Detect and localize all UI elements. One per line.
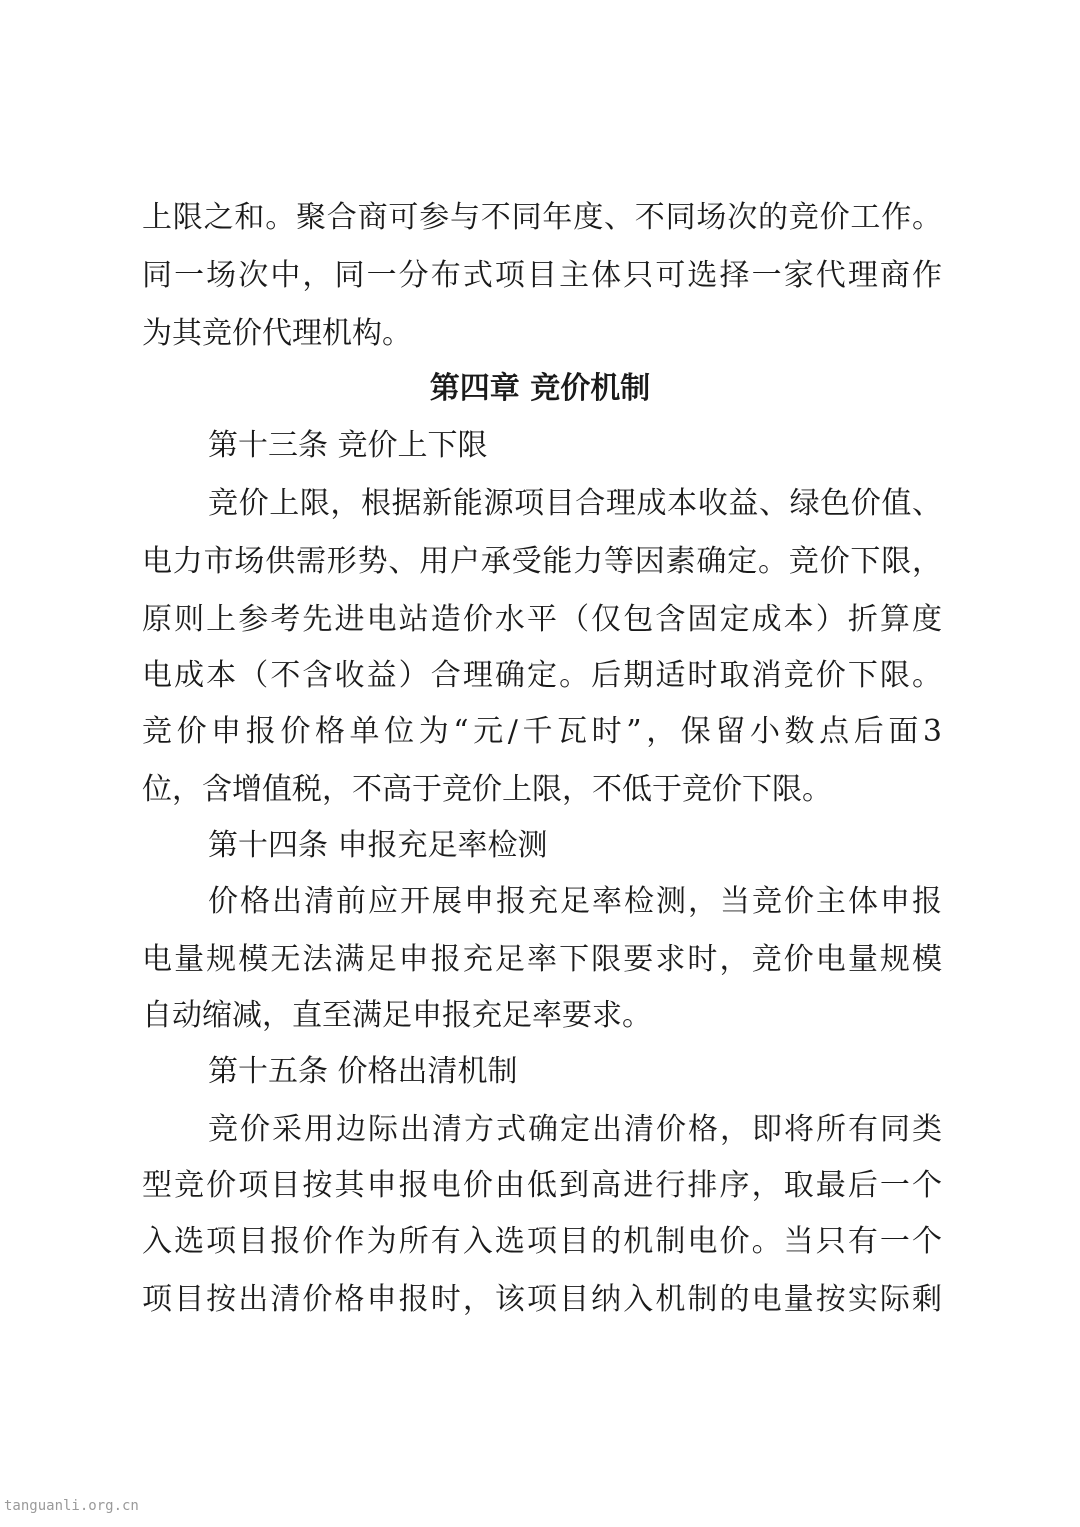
paragraph-line: 项目按出清价格申报时，该项目纳入机制的电量按实际剩 xyxy=(142,1282,942,1317)
paragraph-line: 电力市场供需形势、用户承受能力等因素确定。竞价下限， xyxy=(142,544,942,579)
paragraph-line: 价格出清前应开展申报充足率检测，当竞价主体申报 xyxy=(208,884,942,919)
article-title: 第十五条 价格出清机制 xyxy=(208,1054,518,1089)
article-title: 第十四条 申报充足率检测 xyxy=(208,828,548,863)
paragraph-line: 上限之和。聚合商可参与不同年度、不同场次的竞价工作。 xyxy=(142,200,942,235)
paragraph-line: 原则上参考先进电站造价水平（仅包含固定成本）折算度 xyxy=(142,602,942,637)
article-title: 第十三条 竞价上下限 xyxy=(208,428,488,463)
paragraph-line: 为其竞价代理机构。 xyxy=(142,316,412,351)
watermark: tanguanli.org.cn xyxy=(4,1498,139,1514)
chapter-title: 第四章 竞价机制 xyxy=(429,371,651,406)
paragraph-line: 电成本（不含收益）合理确定。后期适时取消竞价下限。 xyxy=(142,658,942,693)
paragraph-line: 竞价申报价格单位为“元/千瓦时”，保留小数点后面3 xyxy=(142,714,942,749)
paragraph-line: 竞价上限，根据新能源项目合理成本收益、绿色价值、 xyxy=(208,486,942,521)
paragraph-line: 位，含增值税，不高于竞价上限，不低于竞价下限。 xyxy=(142,772,832,807)
paragraph-line: 同一场次中，同一分布式项目主体只可选择一家代理商作 xyxy=(142,258,942,293)
paragraph-line: 竞价采用边际出清方式确定出清价格，即将所有同类 xyxy=(208,1112,942,1147)
paragraph-line: 电量规模无法满足申报充足率下限要求时，竞价电量规模 xyxy=(142,942,942,977)
paragraph-line: 入选项目报价作为所有入选项目的机制电价。当只有一个 xyxy=(142,1224,942,1259)
paragraph-line: 型竞价项目按其申报电价由低到高进行排序，取最后一个 xyxy=(142,1168,942,1203)
paragraph-line: 自动缩减，直至满足申报充足率要求。 xyxy=(142,998,652,1033)
